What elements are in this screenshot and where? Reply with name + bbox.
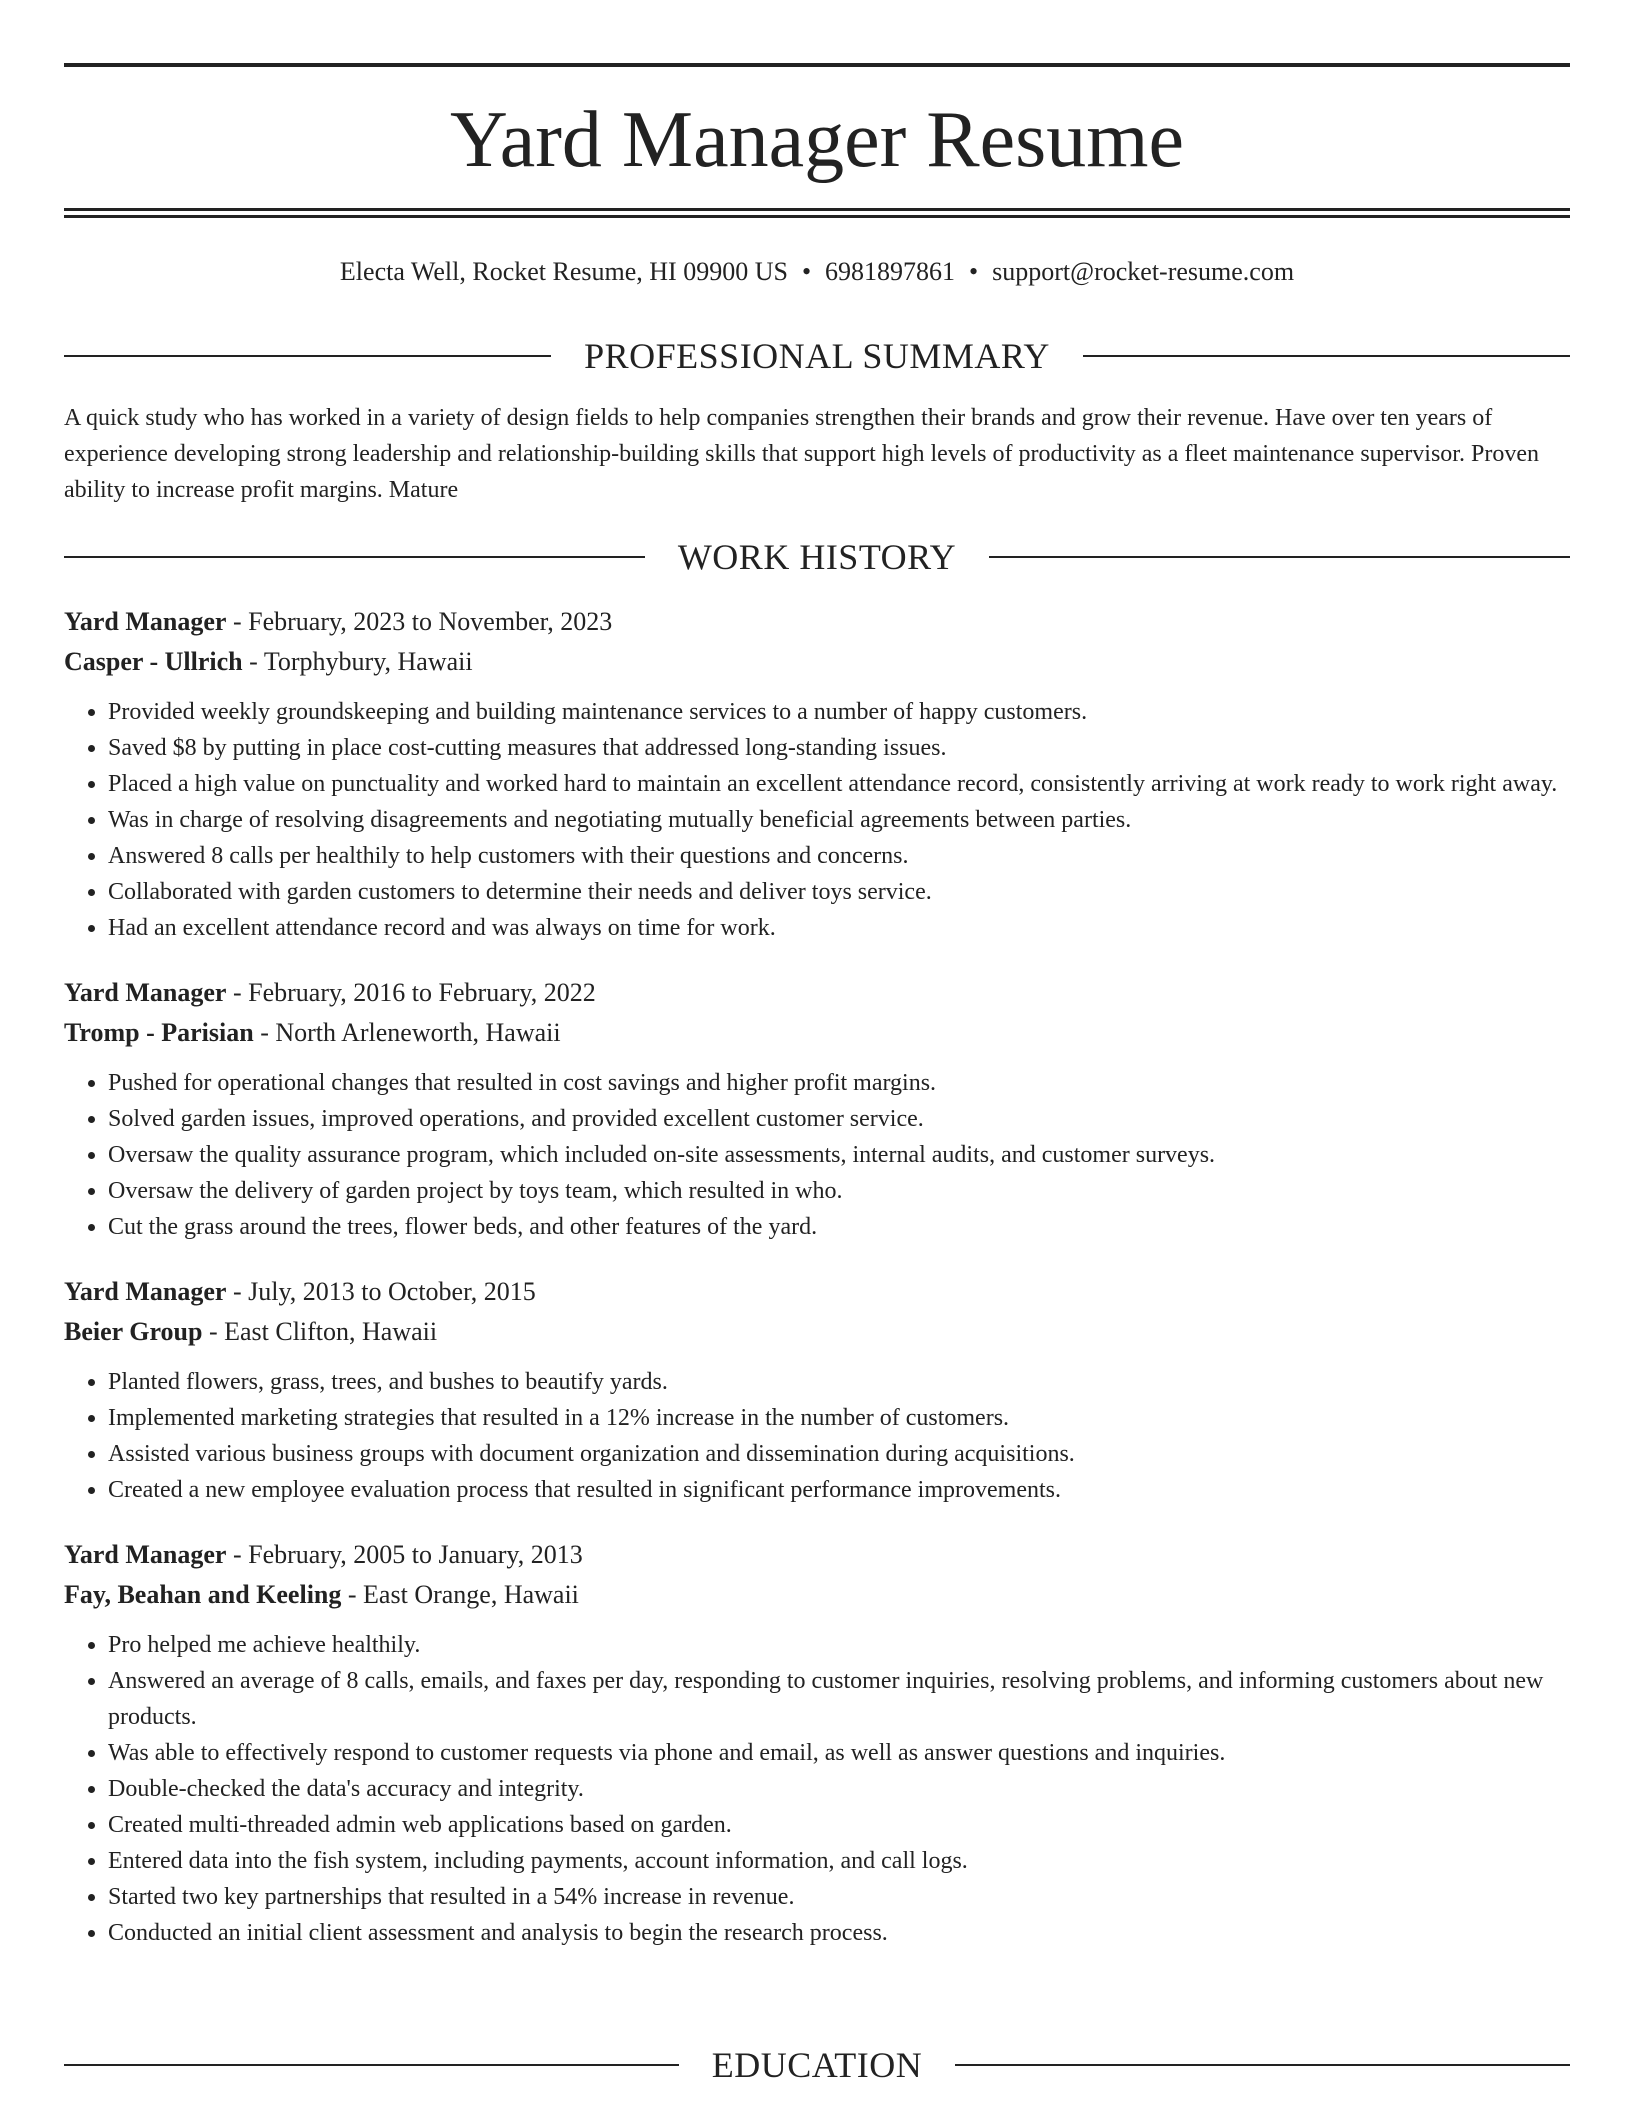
job-company-line <box>64 642 1570 682</box>
job-company: Fay, Beahan and Keeling <box>64 1580 342 1609</box>
job-title: Yard Manager <box>64 1277 227 1306</box>
job-bullet: • Started two key partnerships that resulted in a 54% increase in revenue. <box>108 1879 1570 1915</box>
section-rule-right <box>955 2064 1570 2066</box>
job-dates: - February, 2023 to November, 2023 <box>232 607 613 636</box>
page-title: Yard Manager Resume <box>450 96 1184 184</box>
job-title: Yard Manager <box>64 1540 227 1569</box>
job-bullet-list <box>64 1364 1570 1508</box>
job-bullet: • Answered an average of 8 calls, emails, and faxes per day, responding to customer inquiries, resolving problems, and informing customers about new products. <box>108 1663 1570 1735</box>
title-double-divider <box>64 208 1570 218</box>
job-bullet: • Pushed for operational changes that resulted in cost savings and higher profit margins. <box>108 1065 1570 1101</box>
job-bullet: • Double-checked the data's accuracy and integrity. <box>108 1771 1570 1807</box>
job-title-line <box>64 973 1570 1013</box>
job-bullet-list <box>64 1627 1570 1951</box>
contact-address: Electa Well, Rocket Resume, HI 09900 US <box>339 257 788 286</box>
section-rule-left <box>64 556 645 558</box>
job-location: - East Clifton, Hawaii <box>208 1317 438 1346</box>
section-title-education: EDUCATION <box>711 2045 923 2085</box>
section-rule-left <box>64 355 551 357</box>
job-bullet: • Placed a high value on punctuality and worked hard to maintain an excellent attendance record, consistently arriving at work ready to work right away. <box>108 766 1570 802</box>
section-header-summary <box>64 334 1570 378</box>
job-bullet: • Planted flowers, grass, trees, and bushes to beautify yards. <box>108 1364 1570 1400</box>
job-bullet-list <box>64 694 1570 946</box>
job-company: Casper - Ullrich <box>64 647 243 676</box>
contact-separator: • <box>969 257 979 286</box>
job-bullet-list <box>64 1065 1570 1245</box>
job-bullet: • Oversaw the delivery of garden project by toys team, which resulted in who. <box>108 1173 1570 1209</box>
job-company-line <box>64 1312 1570 1352</box>
job-title: Yard Manager <box>64 607 227 636</box>
job-title-line <box>64 1272 1570 1312</box>
job-dates: - February, 2005 to January, 2013 <box>232 1540 583 1569</box>
section-header-education <box>64 2043 1570 2087</box>
job-location: - Torphybury, Hawaii <box>249 647 473 676</box>
job-company-line <box>64 1575 1570 1615</box>
job-bullet: • Saved $8 by putting in place cost-cutting measures that addressed long-standing issues. <box>108 730 1570 766</box>
job-bullet: • Created a new employee evaluation process that resulted in significant performance improvements. <box>108 1472 1570 1508</box>
job-company: Tromp - Parisian <box>64 1018 254 1047</box>
job-entry <box>64 602 1570 946</box>
section-header-work <box>64 535 1570 579</box>
job-location: - East Orange, Hawaii <box>347 1580 579 1609</box>
job-bullet: • Created multi-threaded admin web applications based on garden. <box>108 1807 1570 1843</box>
job-bullet: • Entered data into the fish system, including payments, account information, and call logs. <box>108 1843 1570 1879</box>
section-title-summary: PROFESSIONAL SUMMARY <box>584 336 1050 376</box>
section-rule-left <box>64 2064 679 2066</box>
contact-email: support@rocket-resume.com <box>992 257 1295 286</box>
job-bullet: • Implemented marketing strategies that resulted in a 12% increase in the number of customers. <box>108 1400 1570 1436</box>
job-entry <box>64 1272 1570 1508</box>
job-bullet: • Cut the grass around the trees, flower beds, and other features of the yard. <box>108 1209 1570 1245</box>
job-dates: - February, 2016 to February, 2022 <box>232 978 596 1007</box>
job-bullet: • Collaborated with garden customers to determine their needs and deliver toys service. <box>108 874 1570 910</box>
job-bullet: • Was able to effectively respond to customer requests via phone and email, as well as answer questions and inquiries. <box>108 1735 1570 1771</box>
contact-phone: 6981897861 <box>825 257 956 286</box>
job-title-line <box>64 1535 1570 1575</box>
contact-separator: • <box>801 257 812 286</box>
job-bullet: • Pro helped me achieve healthily. <box>108 1627 1570 1663</box>
job-company-line <box>64 1013 1570 1053</box>
section-title-work: WORK HISTORY <box>677 537 957 577</box>
job-bullet: • Conducted an initial client assessment and analysis to begin the research process. <box>108 1915 1570 1951</box>
job-bullet: • Was in charge of resolving disagreements and negotiating mutually beneficial agreements between parties. <box>108 802 1570 838</box>
job-entry <box>64 973 1570 1245</box>
job-entry <box>64 1535 1570 1951</box>
job-bullet: • Assisted various business groups with document organization and dissemination during acquisitions. <box>108 1436 1570 1472</box>
section-rule-right <box>1083 355 1570 357</box>
work-history-list <box>64 602 1570 1978</box>
job-dates: - July, 2013 to October, 2015 <box>232 1277 536 1306</box>
job-title: Yard Manager <box>64 978 227 1007</box>
job-company: Beier Group <box>64 1317 203 1346</box>
top-divider <box>64 63 1570 67</box>
job-location: - North Arleneworth, Hawaii <box>260 1018 561 1047</box>
job-bullet: • Answered 8 calls per healthily to help customers with their questions and concerns. <box>108 838 1570 874</box>
job-title-line <box>64 602 1570 642</box>
job-bullet: • Solved garden issues, improved operations, and provided excellent customer service. <box>108 1101 1570 1137</box>
job-bullet: • Had an excellent attendance record and was always on time for work. <box>108 910 1570 946</box>
summary-text: A quick study who has worked in a variety of design fields to help companies strengthen their brands and grow their revenue. Have over ten years of experience developing strong leadership and relationship-building skills that support high levels of productivity as a fleet maintenance supervisor. Proven ability to increase profit margins. Mature <box>64 405 1539 503</box>
contact-line <box>64 255 1570 289</box>
job-bullet: • Oversaw the quality assurance program, which included on-site assessments, internal audits, and customer surveys. <box>108 1137 1570 1173</box>
job-bullet: • Provided weekly groundskeeping and building maintenance services to a number of happy customers. <box>108 694 1570 730</box>
section-rule-right <box>989 556 1570 558</box>
